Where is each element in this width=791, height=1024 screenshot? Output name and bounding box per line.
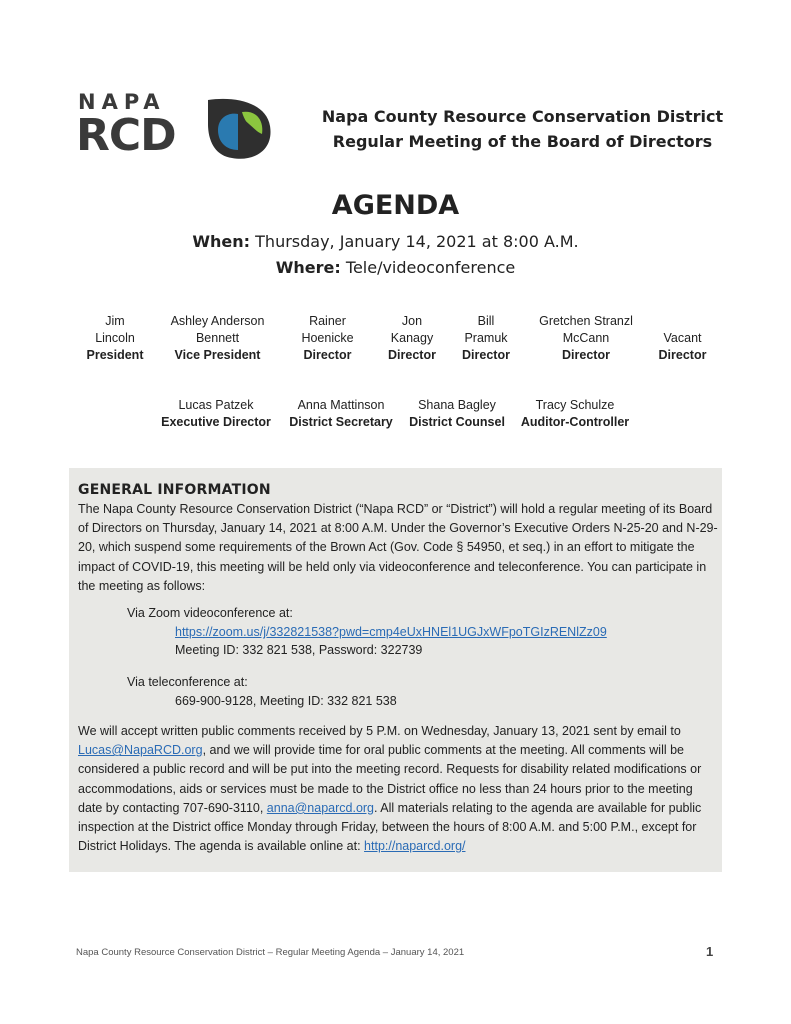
comments-text-1: We will accept written public comments received by 5 P.M. on Wednesday, January 13, 2021 sent by email to	[78, 724, 681, 738]
member-role: Director	[388, 348, 436, 362]
anna-email-link[interactable]: anna@naparcd.org	[266, 800, 375, 815]
tele-details: 669-900-9128, Meeting ID: 332 821 538	[175, 694, 397, 708]
when-label: When:	[192, 232, 251, 251]
member-last: Vacant	[663, 331, 702, 345]
napa-rcd-logo	[76, 90, 276, 164]
member-role: Director	[562, 348, 610, 362]
member-first: Bill	[477, 314, 495, 328]
member-last: Hoenicke	[301, 331, 354, 345]
staff-name: Tracy Schulze	[535, 398, 615, 412]
website-link[interactable]: http://naparcd.org/	[364, 839, 466, 854]
comments-text-3: . All materials relating to the agenda are available for public inspection at the District office Monday through Friday, between the hours of 8:00 A.M. and 5:00 P.M., except for District Holidays. The agenda is available online at:	[78, 800, 702, 854]
staff-role: District Secretary	[289, 415, 393, 429]
member-last: Kanagy	[390, 331, 434, 345]
member-last: Pramuk	[464, 331, 508, 345]
member-role: Director	[303, 348, 352, 362]
where-value: Tele/videoconference	[340, 258, 516, 277]
general-info-intro: The Napa County Resource Conservation District (“Napa RCD” or “District”) will hold a regular meeting of its Board of Directors on Thursday, January 14, 2021 at 8:00 A.M. Under the Governor’s Executive Orders N-25-20 and N-29-20, which suspend some requirements of the Brown Act (Gov. Code § 54950, et seq.) in an effort to mitigate the impact of COVID-19, this meeting will be held only via videoconference and teleconference. You can participate in the meeting as follows:	[78, 502, 718, 593]
member-last: Lincoln	[95, 331, 135, 345]
public-comments-paragraph	[78, 722, 718, 856]
member-first: Gretchen Stranzl	[539, 314, 633, 328]
zoom-link[interactable]: https://zoom.us/j/332821538?pwd=cmp4eUxHNEl1UGJxWFpoTGIzRENlZz09	[175, 625, 607, 639]
zoom-label: Via Zoom videoconference at:	[127, 606, 293, 620]
member-first: Ashley Anderson	[170, 314, 265, 328]
org-name: Napa County Resource Conservation District	[321, 107, 724, 126]
staff-role: Executive Director	[161, 415, 271, 429]
staff-member	[515, 397, 635, 431]
member-role: Vice President	[174, 348, 261, 362]
member-role: Director	[658, 348, 707, 362]
tele-label: Via teleconference at:	[127, 675, 248, 689]
when-line	[0, 232, 781, 251]
staff-name: Anna Mattinson	[297, 398, 385, 412]
logo-napa-text: NAPA	[78, 90, 166, 114]
member-first: Jim	[105, 314, 125, 328]
staff-name: Shana Bagley	[418, 398, 496, 412]
member-first: Rainer	[309, 314, 346, 328]
meeting-name: Regular Meeting of the Board of Directors	[332, 132, 713, 151]
general-info-heading: GENERAL INFORMATION	[78, 482, 271, 498]
logo-rcd-text: RCD	[76, 110, 176, 161]
staff-member	[403, 397, 511, 431]
agenda-title: AGENDA	[331, 190, 460, 221]
member-role: Director	[462, 348, 510, 362]
staff-member	[155, 397, 277, 431]
board-member	[530, 313, 642, 364]
board-member	[376, 313, 448, 364]
when-value: Thursday, January 14, 2021 at 8:00 A.M.	[250, 232, 579, 251]
staff-role: Auditor-Controller	[520, 415, 630, 429]
staff-name: Lucas Patzek	[178, 398, 254, 412]
where-label: Where:	[275, 258, 341, 277]
board-member	[285, 313, 370, 364]
lucas-email-link[interactable]: Lucas@NapaRCD.org	[78, 743, 203, 758]
staff-role: District Counsel	[409, 415, 505, 429]
where-line	[0, 258, 791, 277]
board-member	[160, 313, 275, 364]
page-number: 1	[706, 944, 714, 959]
member-last: Bennett	[195, 331, 240, 345]
board-member	[645, 330, 720, 364]
staff-member	[283, 397, 399, 431]
leaf-icon	[204, 94, 276, 164]
page-footer: Napa County Resource Conservation District – Regular Meeting Agenda – January 14, 2021	[76, 947, 465, 958]
zoom-meeting-info: Meeting ID: 332 821 538, Password: 322739	[175, 643, 423, 657]
board-member	[70, 313, 160, 364]
member-role: President	[86, 348, 144, 362]
member-last: McCann	[562, 331, 610, 345]
member-first: Jon	[401, 314, 423, 328]
board-member	[450, 313, 522, 364]
comments-text-2: , and we will provide time for oral public comments at the meeting. All comments will be considered a public record and will be put into the meeting record. Requests for disability related modifications or accommodations, aids or services must be made to the District office no less than 24 hours prior to the meeting date by contacting 707-690-3110,	[78, 743, 702, 815]
